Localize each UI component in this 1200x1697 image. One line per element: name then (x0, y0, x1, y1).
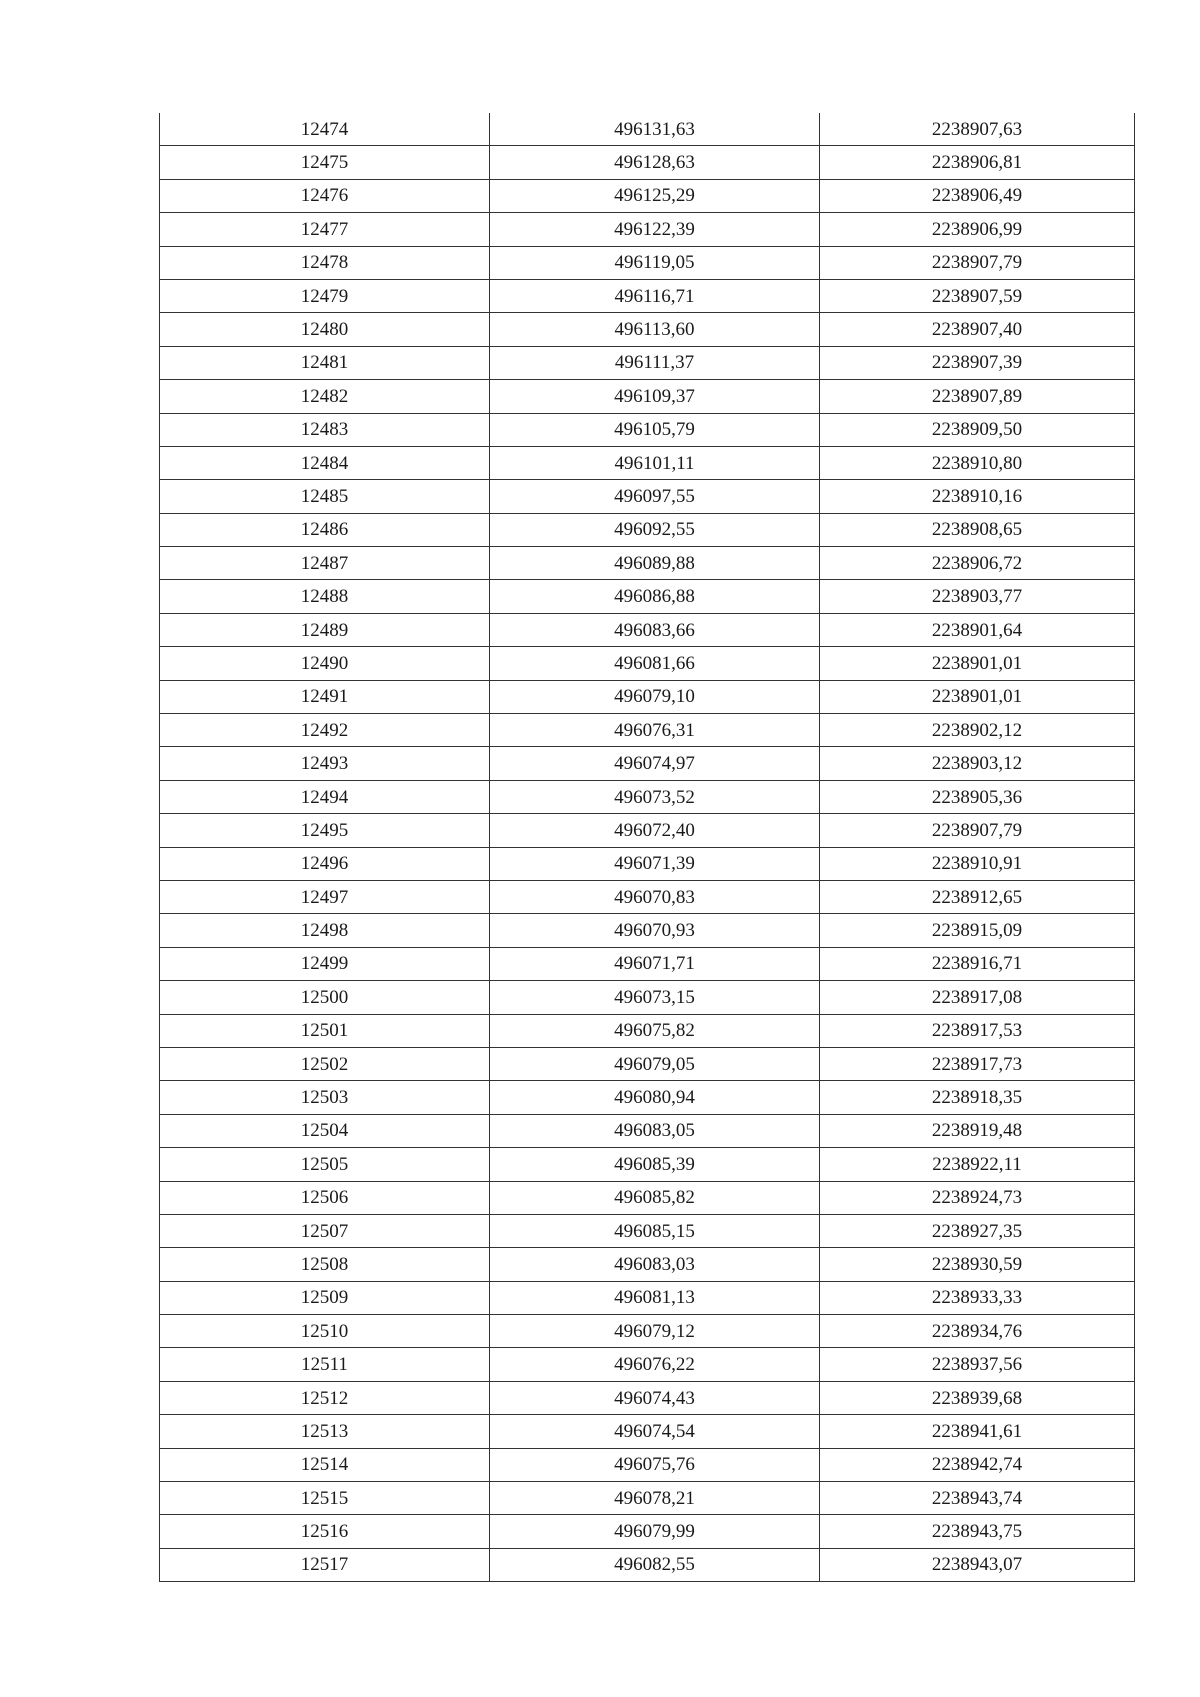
x-coordinate-cell: 496079,05 (490, 1047, 820, 1080)
x-coordinate-cell: 496073,52 (490, 780, 820, 813)
table-row (160, 981, 1135, 1014)
y-coordinate-cell: 2238927,35 (820, 1214, 1135, 1247)
point-number-cell: 12476 (160, 179, 490, 212)
point-number-cell: 12474 (160, 113, 490, 146)
y-coordinate-cell: 2238919,48 (820, 1114, 1135, 1147)
table-row (160, 747, 1135, 780)
table-row (160, 547, 1135, 580)
point-number-cell: 12492 (160, 714, 490, 747)
coordinates-table-body (160, 113, 1135, 1582)
x-coordinate-cell: 496085,82 (490, 1181, 820, 1214)
x-coordinate-cell: 496081,66 (490, 647, 820, 680)
y-coordinate-cell: 2238903,77 (820, 580, 1135, 613)
x-coordinate-cell: 496085,15 (490, 1214, 820, 1247)
point-number-cell: 12480 (160, 313, 490, 346)
table-row (160, 680, 1135, 713)
x-coordinate-cell: 496079,99 (490, 1515, 820, 1548)
table-row (160, 113, 1135, 146)
y-coordinate-cell: 2238910,91 (820, 847, 1135, 880)
x-coordinate-cell: 496078,21 (490, 1482, 820, 1515)
y-coordinate-cell: 2238902,12 (820, 714, 1135, 747)
x-coordinate-cell: 496074,54 (490, 1415, 820, 1448)
table-row (160, 1315, 1135, 1348)
y-coordinate-cell: 2238907,79 (820, 246, 1135, 279)
point-number-cell: 12497 (160, 880, 490, 913)
table-row (160, 213, 1135, 246)
point-number-cell: 12511 (160, 1348, 490, 1381)
table-row (160, 413, 1135, 446)
x-coordinate-cell: 496079,12 (490, 1315, 820, 1348)
x-coordinate-cell: 496070,83 (490, 880, 820, 913)
table-row (160, 1381, 1135, 1414)
table-row (160, 880, 1135, 913)
y-coordinate-cell: 2238912,65 (820, 880, 1135, 913)
x-coordinate-cell: 496075,76 (490, 1448, 820, 1481)
point-number-cell: 12513 (160, 1415, 490, 1448)
table-row (160, 146, 1135, 179)
x-coordinate-cell: 496089,88 (490, 547, 820, 580)
point-number-cell: 12479 (160, 279, 490, 312)
x-coordinate-cell: 496105,79 (490, 413, 820, 446)
y-coordinate-cell: 2238930,59 (820, 1248, 1135, 1281)
y-coordinate-cell: 2238910,16 (820, 480, 1135, 513)
table-row (160, 313, 1135, 346)
point-number-cell: 12493 (160, 747, 490, 780)
x-coordinate-cell: 496074,43 (490, 1381, 820, 1414)
y-coordinate-cell: 2238917,73 (820, 1047, 1135, 1080)
point-number-cell: 12517 (160, 1548, 490, 1581)
point-number-cell: 12506 (160, 1181, 490, 1214)
y-coordinate-cell: 2238901,01 (820, 647, 1135, 680)
y-coordinate-cell: 2238943,07 (820, 1548, 1135, 1581)
x-coordinate-cell: 496082,55 (490, 1548, 820, 1581)
point-number-cell: 12477 (160, 213, 490, 246)
table-row (160, 647, 1135, 680)
point-number-cell: 12504 (160, 1114, 490, 1147)
x-coordinate-cell: 496122,39 (490, 213, 820, 246)
point-number-cell: 12494 (160, 780, 490, 813)
table-row (160, 1248, 1135, 1281)
table-row (160, 1415, 1135, 1448)
point-number-cell: 12507 (160, 1214, 490, 1247)
point-number-cell: 12495 (160, 814, 490, 847)
x-coordinate-cell: 496109,37 (490, 380, 820, 413)
y-coordinate-cell: 2238922,11 (820, 1148, 1135, 1181)
y-coordinate-cell: 2238934,76 (820, 1315, 1135, 1348)
point-number-cell: 12481 (160, 346, 490, 379)
point-number-cell: 12505 (160, 1148, 490, 1181)
y-coordinate-cell: 2238901,64 (820, 613, 1135, 646)
y-coordinate-cell: 2238917,08 (820, 981, 1135, 1014)
x-coordinate-cell: 496083,03 (490, 1248, 820, 1281)
y-coordinate-cell: 2238924,73 (820, 1181, 1135, 1214)
point-number-cell: 12502 (160, 1047, 490, 1080)
x-coordinate-cell: 496070,93 (490, 914, 820, 947)
point-number-cell: 12500 (160, 981, 490, 1014)
table-row (160, 513, 1135, 546)
x-coordinate-cell: 496097,55 (490, 480, 820, 513)
point-number-cell: 12496 (160, 847, 490, 880)
x-coordinate-cell: 496072,40 (490, 814, 820, 847)
point-number-cell: 12478 (160, 246, 490, 279)
point-number-cell: 12510 (160, 1315, 490, 1348)
x-coordinate-cell: 496101,11 (490, 446, 820, 479)
y-coordinate-cell: 2238943,75 (820, 1515, 1135, 1548)
y-coordinate-cell: 2238941,61 (820, 1415, 1135, 1448)
x-coordinate-cell: 496119,05 (490, 246, 820, 279)
x-coordinate-cell: 496079,10 (490, 680, 820, 713)
y-coordinate-cell: 2238910,80 (820, 446, 1135, 479)
point-number-cell: 12509 (160, 1281, 490, 1314)
y-coordinate-cell: 2238907,40 (820, 313, 1135, 346)
y-coordinate-cell: 2238901,01 (820, 680, 1135, 713)
table-row (160, 1014, 1135, 1047)
x-coordinate-cell: 496076,31 (490, 714, 820, 747)
point-number-cell: 12486 (160, 513, 490, 546)
table-row (160, 580, 1135, 613)
table-row (160, 947, 1135, 980)
x-coordinate-cell: 496085,39 (490, 1148, 820, 1181)
x-coordinate-cell: 496131,63 (490, 113, 820, 146)
x-coordinate-cell: 496086,88 (490, 580, 820, 613)
x-coordinate-cell: 496075,82 (490, 1014, 820, 1047)
table-row (160, 279, 1135, 312)
y-coordinate-cell: 2238943,74 (820, 1482, 1135, 1515)
table-row (160, 1281, 1135, 1314)
y-coordinate-cell: 2238906,72 (820, 547, 1135, 580)
x-coordinate-cell: 496125,29 (490, 179, 820, 212)
table-row (160, 1448, 1135, 1481)
table-row (160, 914, 1135, 947)
y-coordinate-cell: 2238933,33 (820, 1281, 1135, 1314)
point-number-cell: 12512 (160, 1381, 490, 1414)
table-row (160, 814, 1135, 847)
x-coordinate-cell: 496081,13 (490, 1281, 820, 1314)
table-row (160, 346, 1135, 379)
y-coordinate-cell: 2238909,50 (820, 413, 1135, 446)
x-coordinate-cell: 496113,60 (490, 313, 820, 346)
y-coordinate-cell: 2238906,81 (820, 146, 1135, 179)
coordinates-table (159, 113, 1135, 1582)
x-coordinate-cell: 496083,66 (490, 613, 820, 646)
point-number-cell: 12484 (160, 446, 490, 479)
table-row (160, 714, 1135, 747)
x-coordinate-cell: 496092,55 (490, 513, 820, 546)
y-coordinate-cell: 2238907,59 (820, 279, 1135, 312)
y-coordinate-cell: 2238907,79 (820, 814, 1135, 847)
table-row (160, 1482, 1135, 1515)
y-coordinate-cell: 2238942,74 (820, 1448, 1135, 1481)
table-row (160, 380, 1135, 413)
point-number-cell: 12501 (160, 1014, 490, 1047)
y-coordinate-cell: 2238908,65 (820, 513, 1135, 546)
table-row (160, 1348, 1135, 1381)
point-number-cell: 12498 (160, 914, 490, 947)
x-coordinate-cell: 496076,22 (490, 1348, 820, 1381)
table-row (160, 1114, 1135, 1147)
table-row (160, 1081, 1135, 1114)
point-number-cell: 12516 (160, 1515, 490, 1548)
y-coordinate-cell: 2238903,12 (820, 747, 1135, 780)
x-coordinate-cell: 496071,39 (490, 847, 820, 880)
y-coordinate-cell: 2238916,71 (820, 947, 1135, 980)
table-row (160, 1548, 1135, 1581)
x-coordinate-cell: 496128,63 (490, 146, 820, 179)
table-row (160, 480, 1135, 513)
y-coordinate-cell: 2238905,36 (820, 780, 1135, 813)
point-number-cell: 12515 (160, 1482, 490, 1515)
y-coordinate-cell: 2238907,39 (820, 346, 1135, 379)
point-number-cell: 12499 (160, 947, 490, 980)
table-row (160, 446, 1135, 479)
table-row (160, 613, 1135, 646)
table-row (160, 847, 1135, 880)
y-coordinate-cell: 2238906,99 (820, 213, 1135, 246)
table-row (160, 179, 1135, 212)
table-row (160, 1181, 1135, 1214)
y-coordinate-cell: 2238939,68 (820, 1381, 1135, 1414)
point-number-cell: 12490 (160, 647, 490, 680)
table-row (160, 1214, 1135, 1247)
table-row (160, 246, 1135, 279)
point-number-cell: 12489 (160, 613, 490, 646)
y-coordinate-cell: 2238915,09 (820, 914, 1135, 947)
x-coordinate-cell: 496074,97 (490, 747, 820, 780)
x-coordinate-cell: 496080,94 (490, 1081, 820, 1114)
point-number-cell: 12508 (160, 1248, 490, 1281)
table-row (160, 1148, 1135, 1181)
x-coordinate-cell: 496116,71 (490, 279, 820, 312)
x-coordinate-cell: 496111,37 (490, 346, 820, 379)
table-row (160, 1515, 1135, 1548)
x-coordinate-cell: 496083,05 (490, 1114, 820, 1147)
y-coordinate-cell: 2238917,53 (820, 1014, 1135, 1047)
y-coordinate-cell: 2238937,56 (820, 1348, 1135, 1381)
point-number-cell: 12514 (160, 1448, 490, 1481)
point-number-cell: 12475 (160, 146, 490, 179)
x-coordinate-cell: 496073,15 (490, 981, 820, 1014)
point-number-cell: 12503 (160, 1081, 490, 1114)
point-number-cell: 12487 (160, 547, 490, 580)
y-coordinate-cell: 2238907,63 (820, 113, 1135, 146)
x-coordinate-cell: 496071,71 (490, 947, 820, 980)
point-number-cell: 12483 (160, 413, 490, 446)
point-number-cell: 12488 (160, 580, 490, 613)
point-number-cell: 12485 (160, 480, 490, 513)
point-number-cell: 12491 (160, 680, 490, 713)
table-row (160, 780, 1135, 813)
y-coordinate-cell: 2238918,35 (820, 1081, 1135, 1114)
y-coordinate-cell: 2238906,49 (820, 179, 1135, 212)
table-row (160, 1047, 1135, 1080)
y-coordinate-cell: 2238907,89 (820, 380, 1135, 413)
point-number-cell: 12482 (160, 380, 490, 413)
